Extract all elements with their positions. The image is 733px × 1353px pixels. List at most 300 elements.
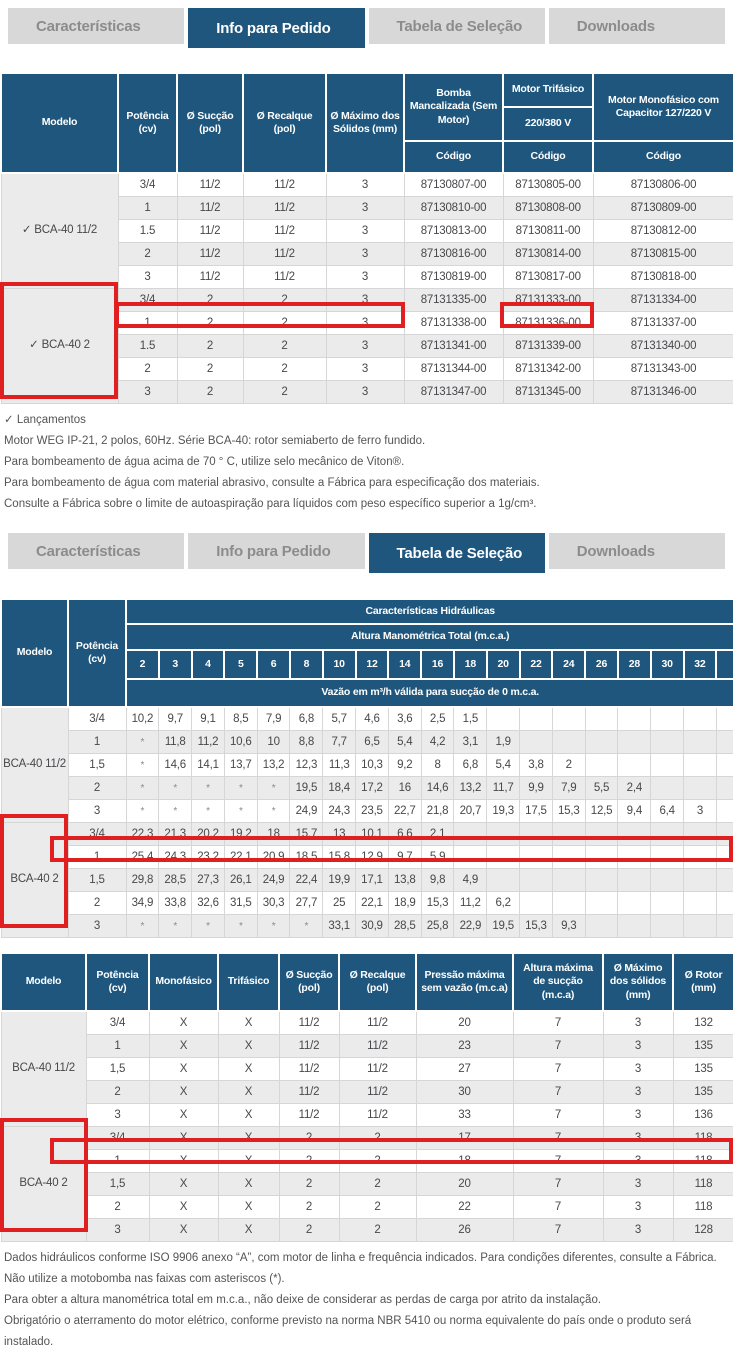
table-row [1,892,733,915]
flow-cell [454,846,487,869]
col-header-motor-monofasico: Motor Monofásico com Capacitor 127/220 V [593,73,733,141]
flow-cell [552,846,585,869]
potencia-cell: 1,5 [68,754,126,777]
flow-cell [552,869,585,892]
legend-lancamentos: ✓ Lançamentos [4,414,86,426]
table-row [1,707,733,731]
flow-cell: 23,5 [356,800,389,823]
code-cell: 87131339-00 [503,335,593,358]
table-row [1,915,733,938]
flow-cell: 5,4 [487,754,520,777]
table-cell: 3 [603,1173,673,1196]
empty-cell [716,823,733,846]
table-cell: 3 [326,358,404,381]
table-cell: 2 [243,335,326,358]
flow-cell [618,731,651,754]
code-cell: 87130817-00 [503,266,593,289]
flow-cell [651,754,684,777]
table-cell: X [218,1058,279,1081]
table-row [1,1173,733,1196]
flow-cell: * [192,915,225,938]
note-line: Obrigatório o aterramento do motor elétrico, conforme previsto na norma NBR 5410 ou norma equivalente do país onde o produto será instalado. [4,1315,692,1348]
head-mca-12: 12 [356,650,389,679]
flow-cell: 1,9 [487,731,520,754]
table-row [1,1219,733,1242]
flow-cell [651,869,684,892]
flow-cell [520,731,553,754]
table-row [1,289,733,312]
flow-cell: 15,8 [323,846,356,869]
flow-cell [585,892,618,915]
code-cell: 87131333-00 [503,289,593,312]
table-cell: 2 [339,1150,416,1173]
flow-cell [552,892,585,915]
flow-cell: 10,2 [126,707,159,731]
tab-info-para-pedido[interactable]: Info para Pedido [188,8,364,48]
table-cell: 11/2 [279,1081,339,1104]
potencia-cell: 3/4 [68,823,126,846]
table-cell: 3 [603,1011,673,1035]
table-cell: 11/2 [339,1104,416,1127]
flow-cell: 12,3 [290,754,323,777]
table-cell: 11/2 [339,1035,416,1058]
table-cell: 20 [416,1173,513,1196]
code-cell: 87131347-00 [404,381,503,404]
table-cell: X [149,1196,218,1219]
table-cell: X [149,1081,218,1104]
code-cell: 87131335-00 [404,289,503,312]
flow-cell: 19,5 [290,777,323,800]
specs-table-wrap [0,952,733,1242]
tab-caracteristicas[interactable]: Características [8,533,184,569]
table-cell: 11/2 [279,1011,339,1035]
selection-table-wrap [0,598,733,938]
table-cell: 2 [339,1219,416,1242]
flow-cell: 14,6 [421,777,454,800]
head-mca-32: 32 [684,650,717,679]
table-cell: 3 [603,1081,673,1104]
table-cell: 1.5 [118,220,177,243]
table-cell: 2 [177,358,243,381]
flow-cell: 19,9 [323,869,356,892]
flow-cell [552,823,585,846]
flow-cell [684,869,717,892]
code-cell: 87130808-00 [503,197,593,220]
table-cell: 20 [416,1011,513,1035]
flow-cell [520,823,553,846]
table-cell: 7 [513,1104,603,1127]
flow-cell [520,707,553,731]
flow-cell [585,731,618,754]
flow-cell [618,823,651,846]
table-cell: 3 [603,1058,673,1081]
flow-cell: * [192,777,225,800]
table-cell: 3 [603,1104,673,1127]
flow-cell: * [126,800,159,823]
table-cell: 3/4 [86,1127,149,1150]
flow-cell: 5,7 [323,707,356,731]
col-header-max-solidos: Ø Máximo dos Sólidos (mm) [326,73,404,173]
table-cell: X [149,1127,218,1150]
model-cell: BCA-40 11/2 [1,1011,86,1127]
flow-cell [651,777,684,800]
table-cell: 2 [279,1219,339,1242]
flow-cell: 6,8 [454,754,487,777]
table-cell: 3 [326,220,404,243]
flow-cell: 34,9 [126,892,159,915]
flow-cell: 2 [552,754,585,777]
table-cell: 11/2 [243,220,326,243]
flow-cell: * [159,915,192,938]
flow-cell: 24,9 [290,800,323,823]
flow-cell: 28,5 [159,869,192,892]
table-cell: 11/2 [177,197,243,220]
table-cell: 118 [673,1173,733,1196]
empty-cell [716,754,733,777]
flow-cell [454,823,487,846]
table-cell: 30 [416,1081,513,1104]
flow-cell: 15,7 [290,823,323,846]
table-cell: 3 [603,1150,673,1173]
table-cell: 3 [326,312,404,335]
table-cell: X [149,1150,218,1173]
flow-cell: 22,1 [356,892,389,915]
code-cell: 87130816-00 [404,243,503,266]
table-cell: 2 [339,1127,416,1150]
flow-cell: 2,1 [421,823,454,846]
table-cell: 2 [177,289,243,312]
code-cell: 87130813-00 [404,220,503,243]
col-header: Altura máxima de sucção (m.c.a) [513,953,603,1011]
flow-cell: * [159,777,192,800]
table-cell: 1,5 [86,1173,149,1196]
code-cell: 87130809-00 [593,197,733,220]
col-header: Ø Máximo dos sólidos (mm) [603,953,673,1011]
flow-cell: 33,8 [159,892,192,915]
flow-cell: 17,5 [520,800,553,823]
flow-cell [651,823,684,846]
flow-cell [520,869,553,892]
flow-cell: 25 [323,892,356,915]
code-cell: 87131345-00 [503,381,593,404]
code-cell: 87130807-00 [404,173,503,197]
table-cell: 2 [243,289,326,312]
flow-cell: * [224,777,257,800]
empty-cell [716,707,733,731]
table-cell: 26 [416,1219,513,1242]
flow-cell: * [257,800,290,823]
flow-cell: 24,9 [257,869,290,892]
flow-cell: 33,1 [323,915,356,938]
flow-cell: 23,2 [192,846,225,869]
flow-cell: 10,1 [356,823,389,846]
table-cell: 11/2 [243,243,326,266]
flow-cell: 30,3 [257,892,290,915]
code-cell: 87131337-00 [593,312,733,335]
table-cell: 7 [513,1011,603,1035]
table-row [1,869,733,892]
potencia-cell: 1 [68,731,126,754]
table-cell: 136 [673,1104,733,1127]
table-cell: 2 [279,1150,339,1173]
note-line: Não utilize a motobomba nas faixas com asteriscos (*). [4,1273,285,1285]
col-header-bomba-mancalizada: Bomba Mancalizada (Sem Motor) [404,73,503,141]
table-cell: X [218,1173,279,1196]
table-cell: 11/2 [339,1058,416,1081]
flow-cell: 7,7 [323,731,356,754]
table-cell: 11/2 [177,266,243,289]
head-mca-6: 6 [257,650,290,679]
flow-cell [585,754,618,777]
flow-cell: 15,3 [421,892,454,915]
col-header-codigo-bomba: Código [404,141,503,173]
head-mca-24: 24 [552,650,585,679]
tab-caracteristicas[interactable]: Características [8,8,184,44]
flow-cell: 18 [257,823,290,846]
table-cell: 17 [416,1127,513,1150]
table-cell: X [218,1035,279,1058]
flow-cell: 9,7 [388,846,421,869]
table-cell: 1 [118,197,177,220]
table-cell: X [218,1127,279,1150]
flow-cell: 22,3 [126,823,159,846]
table-cell: 3 [603,1035,673,1058]
flow-cell [552,707,585,731]
flow-cell [684,915,717,938]
head-mca-28: 28 [618,650,651,679]
flow-cell: 13,2 [454,777,487,800]
potencia-cell: 1,5 [68,869,126,892]
flow-cell: 32,6 [192,892,225,915]
table-cell: 11/2 [177,173,243,197]
col-header: Ø Sucção (pol) [279,953,339,1011]
potencia-cell: 2 [68,777,126,800]
tab-tabela-de-selecao[interactable]: Tabela de Seleção [369,533,545,573]
flow-cell: 4,2 [421,731,454,754]
model-cell: BCA-40 2 [1,1127,86,1242]
table-cell: 135 [673,1081,733,1104]
table-cell: 2 [86,1081,149,1104]
flow-cell: 26,1 [224,869,257,892]
col-header-motor-trifasico: Motor Trifásico [503,73,593,107]
head-mca-8: 8 [290,650,323,679]
flow-cell [585,869,618,892]
code-cell: 87130818-00 [593,266,733,289]
col-header-potencia: Potência (cv) [118,73,177,173]
flow-cell: 5,5 [585,777,618,800]
table-cell: 135 [673,1035,733,1058]
table-cell: 2 [243,358,326,381]
potencia-cell: 3 [68,915,126,938]
table-cell: 7 [513,1150,603,1173]
tab-info-para-pedido[interactable]: Info para Pedido [188,533,364,569]
flow-cell [552,731,585,754]
flow-cell: 25,4 [126,846,159,869]
flow-cell: 17,2 [356,777,389,800]
flow-cell [585,707,618,731]
flow-cell: * [257,777,290,800]
table-cell: 1 [86,1035,149,1058]
table-cell: 1 [86,1150,149,1173]
table-cell: 3/4 [118,173,177,197]
code-cell: 87131336-00 [503,312,593,335]
table-cell: 1 [118,312,177,335]
head-mca-2: 2 [126,650,159,679]
table-cell: 128 [673,1219,733,1242]
head-mca-3: 3 [159,650,192,679]
code-cell: 87131341-00 [404,335,503,358]
flow-cell [618,707,651,731]
flow-cell: 22,1 [224,846,257,869]
table-cell: X [218,1196,279,1219]
flow-cell: 6,6 [388,823,421,846]
table-cell: X [149,1035,218,1058]
note-line: Dados hidráulicos conforme ISO 9906 anexo “A”, com motor de linha e frequência indicados. Para condições diferentes, consulte a Fábrica. [4,1252,717,1264]
flow-cell [651,707,684,731]
flow-cell: 21,8 [421,800,454,823]
flow-cell: 24,3 [323,800,356,823]
table-cell: 118 [673,1150,733,1173]
tab-downloads[interactable]: Downloads [549,533,725,569]
model-cell: BCA-40 2 [1,823,68,938]
table-cell: 18 [416,1150,513,1173]
table-cell: 2 [86,1196,149,1219]
flow-cell [487,823,520,846]
flow-cell: 11,2 [454,892,487,915]
table-cell: 3/4 [86,1011,149,1035]
table-cell: 2 [177,381,243,404]
flow-cell [585,846,618,869]
flow-cell: 18,5 [290,846,323,869]
col-header: Potência (cv) [86,953,149,1011]
flow-cell [651,846,684,869]
col-header-recalque: Ø Recalque (pol) [243,73,326,173]
flow-cell: 5,4 [388,731,421,754]
table-cell: 11/2 [177,243,243,266]
table-cell: X [218,1011,279,1035]
code-cell: 87130810-00 [404,197,503,220]
flow-cell: 27,7 [290,892,323,915]
flow-cell [618,892,651,915]
flow-cell: 13 [323,823,356,846]
potencia-cell: 1 [68,846,126,869]
table-cell: 2 [177,312,243,335]
table-cell: 11/2 [279,1035,339,1058]
empty-cell [716,731,733,754]
selection-flow-note: Vazão em m³/h válida para sucção de 0 m.c.a. [126,679,733,707]
head-mca-30: 30 [651,650,684,679]
table-cell: 132 [673,1011,733,1035]
table-cell: 3 [326,289,404,312]
table-row [1,1081,733,1104]
col-header-modelo: Modelo [1,73,118,173]
flow-cell: 6,5 [356,731,389,754]
head-mca-14: 14 [388,650,421,679]
flow-cell [651,915,684,938]
table-cell: X [149,1104,218,1127]
table-row [1,823,733,846]
table-cell: 3/4 [118,289,177,312]
flow-cell: * [159,800,192,823]
code-cell: 87131346-00 [593,381,733,404]
flow-cell: 16 [388,777,421,800]
flow-cell: 4,9 [454,869,487,892]
col-header: Ø Rotor (mm) [673,953,733,1011]
table-cell: X [218,1150,279,1173]
code-cell: 87131342-00 [503,358,593,381]
table-cell: 2 [279,1127,339,1150]
table-row [1,1127,733,1150]
note-line: Para bombeamento de água com material abrasivo, consulte a Fábrica para especificação dos materiais. [4,477,540,489]
code-cell: 87131343-00 [593,358,733,381]
flow-cell: 20,2 [192,823,225,846]
tab-bar-top [0,0,733,48]
specs-table [0,952,733,1242]
table-cell: X [218,1219,279,1242]
table-cell: 3 [118,381,177,404]
table-row [1,1104,733,1127]
flow-cell: * [126,731,159,754]
flow-cell: 12,5 [585,800,618,823]
table-cell: 3 [603,1219,673,1242]
selection-table-title: Características Hidráulicas [126,599,733,624]
table-cell: 3 [86,1104,149,1127]
empty-cell [716,777,733,800]
model-cell: BCA-40 11/2 [1,707,68,823]
code-cell: 87130814-00 [503,243,593,266]
table-cell: 27 [416,1058,513,1081]
flow-cell: 9,7 [159,707,192,731]
col-header-trifasico-voltage: 220/380 V [503,107,593,141]
head-mca-26: 26 [585,650,618,679]
flow-cell [684,777,717,800]
table-cell: 1,5 [86,1058,149,1081]
table-cell: 3 [118,266,177,289]
flow-cell: 11,3 [323,754,356,777]
flow-cell: 13,2 [257,754,290,777]
flow-cell: 5,9 [421,846,454,869]
model-cell: ✓ BCA-40 11/2 [1,173,118,289]
flow-cell: * [224,800,257,823]
table-cell: 3 [326,335,404,358]
table-cell: X [149,1219,218,1242]
table-cell: 118 [673,1127,733,1150]
flow-cell: 4,6 [356,707,389,731]
flow-cell: 25,8 [421,915,454,938]
table-cell: 11/2 [339,1011,416,1035]
table-cell: 2 [243,312,326,335]
flow-cell [684,846,717,869]
table-cell: 2 [243,381,326,404]
empty-cell [716,869,733,892]
flow-cell [520,892,553,915]
col-header-codigo-trifasico: Código [503,141,593,173]
flow-cell [487,707,520,731]
flow-cell: 24,3 [159,846,192,869]
table-cell: X [149,1173,218,1196]
col-header-succao: Ø Sucção (pol) [177,73,243,173]
tab-downloads[interactable]: Downloads [549,8,725,44]
flow-cell: 20,9 [257,846,290,869]
flow-cell [585,823,618,846]
flow-cell: 10,6 [224,731,257,754]
flow-cell: * [192,800,225,823]
flow-cell [684,731,717,754]
col-header-potencia: Potência (cv) [68,599,126,707]
flow-cell: 2,4 [618,777,651,800]
flow-cell: 9,1 [192,707,225,731]
tab-tabela-de-selecao[interactable]: Tabela de Seleção [369,8,545,44]
